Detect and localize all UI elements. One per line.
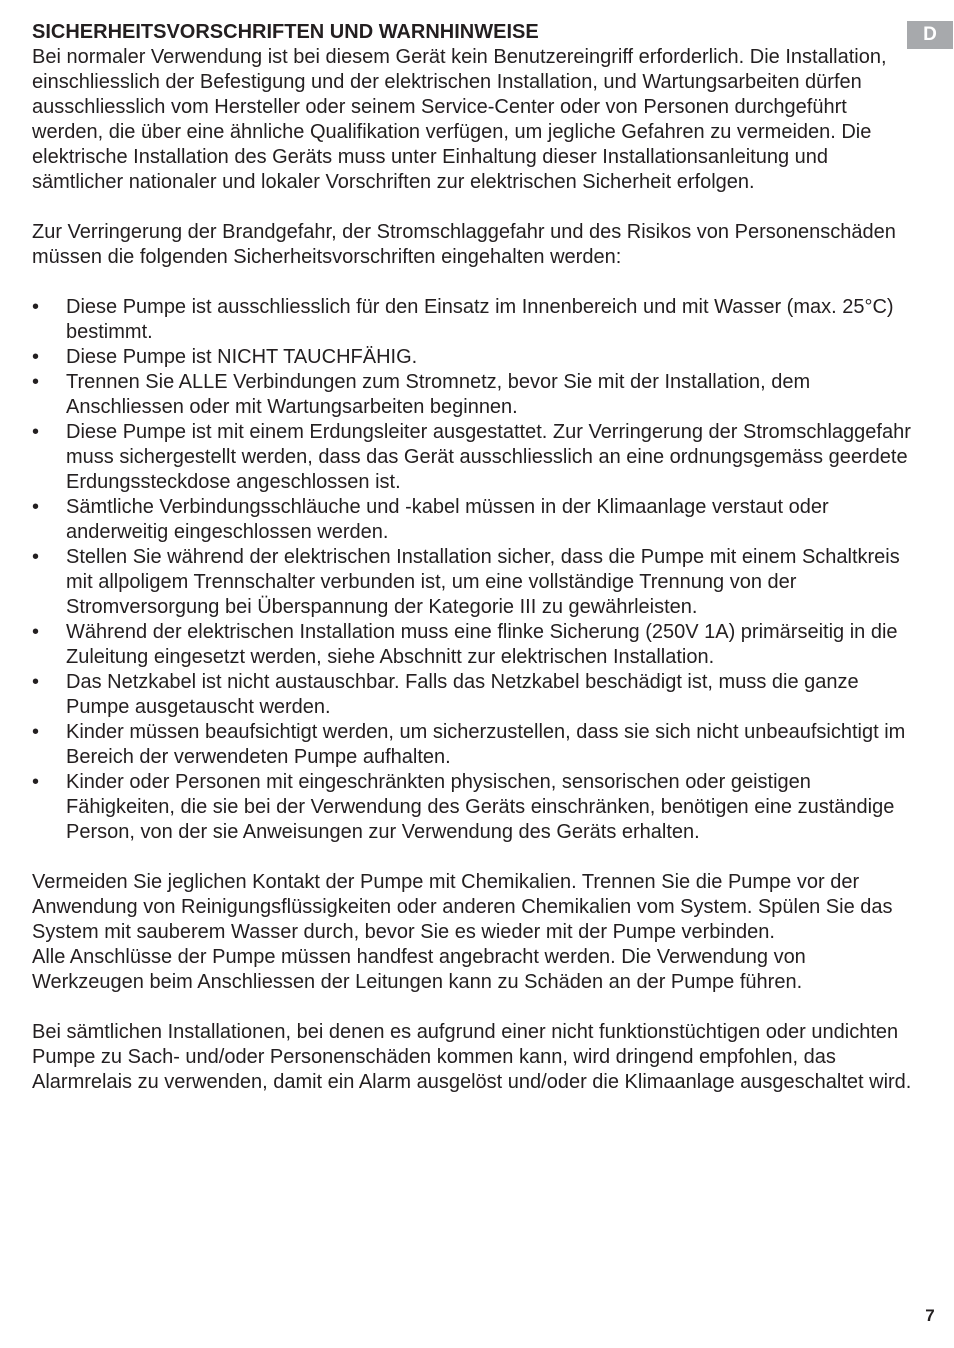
bullet-icon: • <box>32 371 40 393</box>
list-item-text: Kinder müssen beaufsichtigt werden, um sicherzustellen, dass sie sich nicht unbeaufsichtigt im Bereich der verwendeten Pumpe aufhalten. <box>66 721 906 768</box>
paragraph-spacer <box>32 195 912 220</box>
list-item-text: Das Netzkabel ist nicht austauschbar. Falls das Netzkabel beschädigt ist, muss die ganze Pumpe ausgetauscht werden. <box>66 671 859 718</box>
bullet-icon: • <box>32 296 40 318</box>
language-badge: D <box>907 21 953 49</box>
list-item <box>32 770 912 845</box>
lead-in-paragraph: Zur Verringerung der Brandgefahr, der Stromschlaggefahr und des Risikos von Personenschäden müssen die folgenden Sicherheitsvorschriften eingehalten werden: <box>32 221 896 268</box>
list-item-text: Während der elektrischen Installation muss eine flinke Sicherung (250V 1A) primärseitig in die Zuleitung eingesetzt werden, siehe Abschnitt zur elektrischen Installation. <box>66 621 898 668</box>
list-item-text: Stellen Sie während der elektrischen Installation sicher, dass die Pumpe mit einem Schaltkreis mit allpoligem Trennschalter verbunden ist, um eine vollständige Trennung von der Stromversorgung bei Überspannung der Kategorie III zu gewährleisten. <box>66 546 900 618</box>
list-item-text: Diese Pumpe ist NICHT TAUCHFÄHIG. <box>66 346 418 368</box>
intro-paragraph: Bei normaler Verwendung ist bei diesem Gerät kein Benutzereingriff erforderlich. Die Installation, einschliesslich der Befestigung und der elektrischen Installation, und Wartungsarbeiten dürfen ausschliesslich vom Hersteller oder seinem Service-Center oder von Personen durchgeführt werden, die über eine ähnliche Qualifikation verfügen, um jegliche Gefahren zu vermeiden. Die elektrische Installation des Geräts muss unter Einhaltung dieser Installationsanleitung und sämtlicher nationaler und lokaler Vorschriften zur elektrischen Sicherheit erfolgen. <box>32 46 887 193</box>
connections-paragraph: Alle Anschlüsse der Pumpe müssen handfest angebracht werden. Die Verwendung von Werkzeugen beim Anschliessen der Leitungen kann zu Schäden an der Pumpe führen. <box>32 946 806 993</box>
list-item <box>32 295 912 345</box>
paragraph-spacer <box>32 270 912 295</box>
list-item-text: Diese Pumpe ist mit einem Erdungsleiter ausgestattet. Zur Verringerung der Stromschlaggefahr muss sichergestellt werden, dass das Gerät ausschliesslich an eine ordnungsgemäss geerdete Erdungssteckdose angeschlossen ist. <box>66 421 911 493</box>
paragraph-spacer <box>32 845 912 870</box>
list-item-text: Sämtliche Verbindungsschläuche und -kabel müssen in der Klimaanlage verstaut oder anderweitig eingeschlossen werden. <box>66 496 829 543</box>
bullet-icon: • <box>32 621 40 643</box>
bullet-icon: • <box>32 421 40 443</box>
bullet-icon: • <box>32 546 40 568</box>
chemicals-paragraph: Vermeiden Sie jeglichen Kontakt der Pumpe mit Chemikalien. Trennen Sie die Pumpe vor der Anwendung von Reinigungsflüssigkeiten oder anderen Chemikalien vom System. Spülen Sie das System mit sauberem Wasser durch, bevor Sie es wieder mit der Pumpe verbinden. <box>32 871 893 943</box>
list-item <box>32 720 912 770</box>
list-item <box>32 620 912 670</box>
list-item <box>32 545 912 620</box>
bullet-icon: • <box>32 771 40 793</box>
safety-rules-list <box>32 295 912 845</box>
bullet-icon: • <box>32 671 40 693</box>
bullet-icon: • <box>32 496 40 518</box>
paragraph-spacer <box>32 995 912 1020</box>
list-item <box>32 345 912 370</box>
alarm-paragraph: Bei sämtlichen Installationen, bei denen es aufgrund einer nicht funktionstüchtigen oder undichten Pumpe zu Sach- und/oder Personenschäden kommen kann, wird dringend empfohlen, das Alarmrelais zu verwenden, damit ein Alarm ausgelöst und/oder die Klimaanlage ausgeschaltet wird. <box>32 1021 912 1093</box>
bullet-icon: • <box>32 721 40 743</box>
list-item <box>32 495 912 545</box>
list-item-text: Kinder oder Personen mit eingeschränkten physischen, sensorischen oder geistigen Fähigkeiten, die sie bei der Verwendung des Geräts einschränken, benötigen eine zuständige Person, von der sie Anweisungen zur Verwendung des Geräts erhalten. <box>66 771 895 843</box>
list-item <box>32 370 912 420</box>
list-item <box>32 420 912 495</box>
list-item-text: Diese Pumpe ist ausschliesslich für den Einsatz im Innenbereich und mit Wasser (max. 25°C) bestimmt. <box>66 296 894 343</box>
document-body <box>32 20 912 1095</box>
section-heading: SICHERHEITSVORSCHRIFTEN UND WARNHINWEISE <box>32 21 539 43</box>
page-number: 7 <box>925 1306 935 1325</box>
list-item <box>32 670 912 720</box>
bullet-icon: • <box>32 346 40 368</box>
list-item-text: Trennen Sie ALLE Verbindungen zum Stromnetz, bevor Sie mit der Installation, dem Anschliessen oder mit Wartungsarbeiten beginnen. <box>66 371 811 418</box>
